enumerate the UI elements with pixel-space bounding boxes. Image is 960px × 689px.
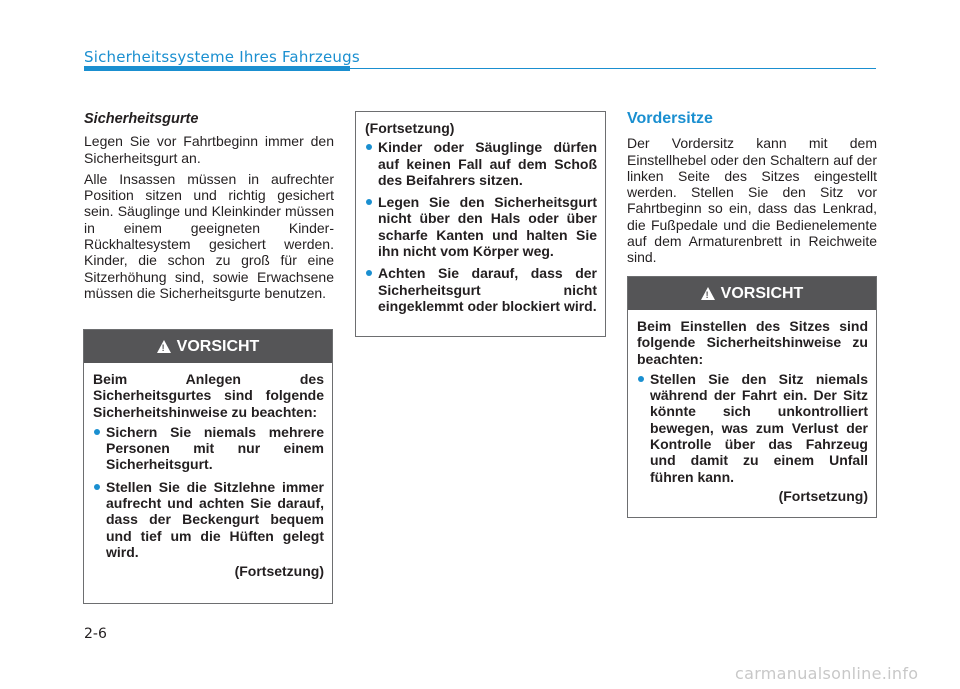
warning-list-item: Achten Sie darauf, dass der Sicherheitsgurt nicht eingeklemmt oder blockiert wird. [365, 265, 597, 314]
warning-list [93, 424, 324, 560]
warning-body [628, 310, 876, 512]
watermark: carmanualsonline.info [735, 664, 919, 683]
warning-header [628, 277, 876, 310]
warning-triangle-icon: ! [157, 340, 171, 353]
warning-intro: Beim Einstellen des Sitzes sind folgende Sicherheitshinweise zu beachten: [637, 318, 868, 367]
continuation-label: (Fortsetzung) [778, 487, 868, 504]
left-column [84, 111, 334, 306]
paragraph: Der Vordersitz kann mit dem Einstellhebel oder den Schaltern auf der linken Seite des Sitzes eingestellt werden. Stellen Sie den Sitz vor Fahrtbeginn so ein, dass das Lenkrad, die Fußpedale und die Bedienelemente auf dem Armaturenbrett in Reichweite sind. [627, 135, 877, 266]
warning-intro: Beim Anlegen des Sicherheitsgurtes sind folgende Sicherheitshinweise zu beachten: [93, 371, 324, 420]
warning-body [356, 112, 605, 328]
header-title: Sicherheitssysteme Ihres Fahrzeugs [84, 48, 360, 66]
continued-warning-box [355, 111, 606, 337]
section-title-sicherheitsgurte: Sicherheitsgurte [84, 111, 199, 127]
warning-list-item: Legen Sie den Sicherheitsgurt nicht über den Hals oder über scharfe Kanten und halten Sie ihn nicht vom Körper weg. [365, 194, 597, 259]
section-title-vordersitze: Vordersitze [627, 110, 713, 127]
continuation-label: (Fortsetzung) [234, 563, 324, 580]
warning-body [84, 363, 332, 588]
warning-box-seat [627, 276, 877, 518]
warning-triangle-icon: ! [701, 287, 715, 300]
warning-box-seatbelt [83, 329, 333, 604]
right-column [627, 111, 877, 271]
header-bar [84, 66, 350, 71]
warning-list [365, 139, 597, 314]
page-number: 2-6 [84, 626, 107, 642]
warning-list [637, 371, 868, 485]
warning-list-item: Stellen Sie die Sitzlehne immer aufrecht und achten Sie darauf, dass der Beckengurt bequem und tief um die Hüften gelegt wird. [93, 479, 324, 560]
warning-header-label: VORSICHT [176, 337, 260, 355]
warning-list-item: Stellen Sie den Sitz niemals während der Fahrt ein. Der Sitz könnte sich unkontrolliert bewegen, was zum Verlust der Kontrolle über das Fahrzeug und damit zu einem Unfall führen kann. [637, 371, 868, 485]
paragraph: Legen Sie vor Fahrtbeginn immer den Sicherheitsgurt an. [84, 133, 334, 166]
warning-list-item: Kinder oder Säuglinge dürfen auf keinen Fall auf dem Schoß des Beifahrers sitzen. [365, 139, 597, 188]
warning-list-item: Sichern Sie niemals mehrere Personen mit nur einem Sicherheitsgurt. [93, 424, 324, 473]
header-rule [350, 68, 876, 69]
warning-header-label: VORSICHT [720, 284, 804, 302]
continuation-header: (Fortsetzung) [365, 120, 455, 136]
paragraph: Alle Insassen müssen in aufrechter Position sitzen und richtig gesichert sein. Säuglinge und Kleinkinder müssen in einem geeigneten Kinder-Rückhaltesystem gesichert werden. Kinder, die schon zu groß für eine Sitzerhöhung sind, sowie Erwachsene müssen die Sicherheitsgurte benutzen. [84, 170, 334, 301]
warning-header [84, 330, 332, 363]
